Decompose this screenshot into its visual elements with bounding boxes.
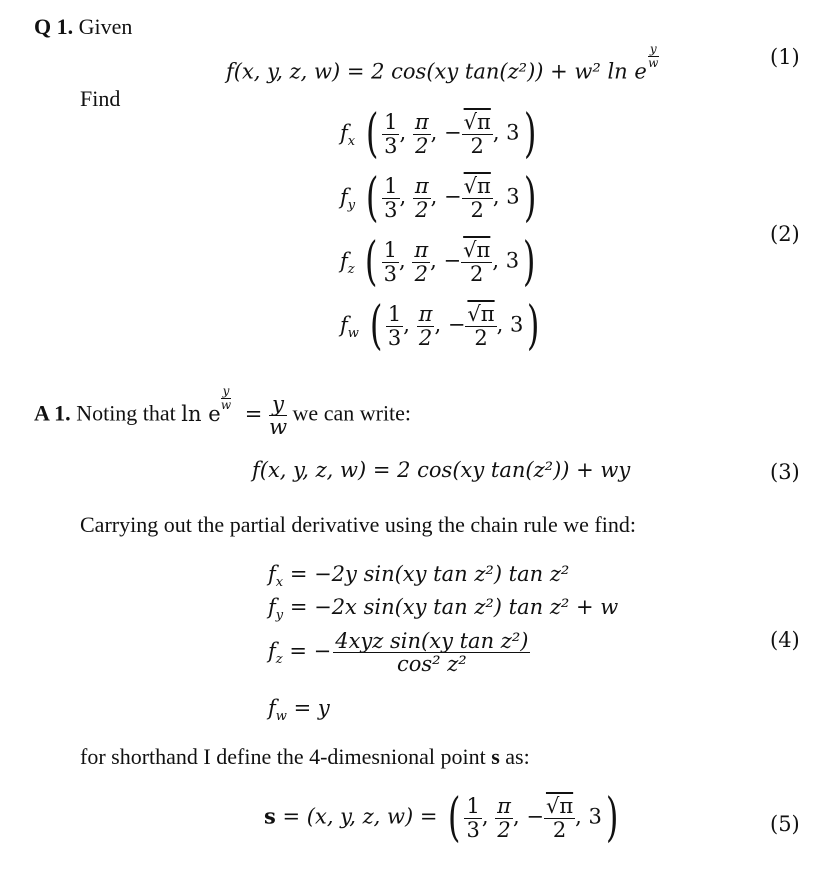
eq1-exponent xyxy=(648,43,659,69)
equation-number-1: (1) xyxy=(770,45,800,69)
eq1-exp-den: w xyxy=(648,55,659,70)
shorthand-text: for shorthand I define the 4-dimesnional point s as: xyxy=(80,744,530,769)
answer-label: A 1. xyxy=(34,400,71,426)
equation-number-5: (5) xyxy=(770,812,800,836)
eq1-body: f(x, y, z, w) = 2 cos(xy tan(z²)) + w² ln e xyxy=(226,59,647,84)
fw-symbol: $f_w$ xyxy=(340,312,359,341)
question-label: Q 1. xyxy=(34,14,74,39)
eq4-fz: $f_z$ = − $\frac{\text{4xyz sin(xy tan z²)}}{\text{cos² z²}}$ xyxy=(268,629,529,677)
equation-number-2: (2) xyxy=(770,222,800,246)
eq4-fw: $f_w = y$ xyxy=(268,696,330,724)
eq1-exp-num: y xyxy=(649,42,657,56)
partial-row-fw: $f_w$ ( $\frac{1}{3}$ , $\frac{\pi}{2}$ , − $\frac{√\pi}{2}$ , 3) xyxy=(340,296,540,356)
partial-row-fy: $f_y$ ( $\frac{1}{3}$ , $\frac{\pi}{2}$ , − $\frac{√\pi}{2}$ , 3) xyxy=(340,168,537,228)
noting-text: Noting that xyxy=(76,400,176,426)
equation-5: s = (x, y, z, w) = ( $\frac{1}{3}$ , $\frac{\pi}{2}$ , − $\frac{√\pi}{2}$ , 3) xyxy=(264,788,619,848)
fx-symbol: $f_x$ xyxy=(340,120,356,149)
equation-1 xyxy=(226,43,659,84)
fz-symbol: $f_z$ xyxy=(340,248,355,277)
ln-e-expr: ln e $\frac{y}{w}$ = $\frac{y}{w}$ xyxy=(181,384,288,439)
answer-header xyxy=(34,385,411,438)
equation-3: f(x, y, z, w) = 2 cos(xy tan(z²)) + wy xyxy=(252,458,631,482)
find-text: Find xyxy=(80,86,121,111)
fy-symbol: $f_y$ xyxy=(340,184,356,213)
equation-number-4: (4) xyxy=(770,628,800,652)
carrying-text: Carrying out the partial derivative using the chain rule we find: xyxy=(80,512,636,537)
partial-row-fz: $f_z$ ( $\frac{1}{3}$ , $\frac{\pi}{2}$ , − $\frac{√\pi}{2}$ , 3) xyxy=(340,232,536,292)
equation-number-3: (3) xyxy=(770,460,800,484)
given-text: Given xyxy=(78,14,133,39)
eq4-fx: $f_x = -2y$ sin(xy tan z²) tan z² xyxy=(268,562,570,590)
partial-row-fx: $f_x$ ( $\frac{1}{3}$ , $\frac{\pi}{2}$ , − $\frac{√\pi}{2}$ , 3) xyxy=(340,104,536,164)
we-can-write-text: we can write: xyxy=(292,400,412,426)
eq4-fy: $f_y = -2x$ sin(xy tan z²) tan z² + w xyxy=(268,595,619,623)
question-header xyxy=(34,14,132,40)
